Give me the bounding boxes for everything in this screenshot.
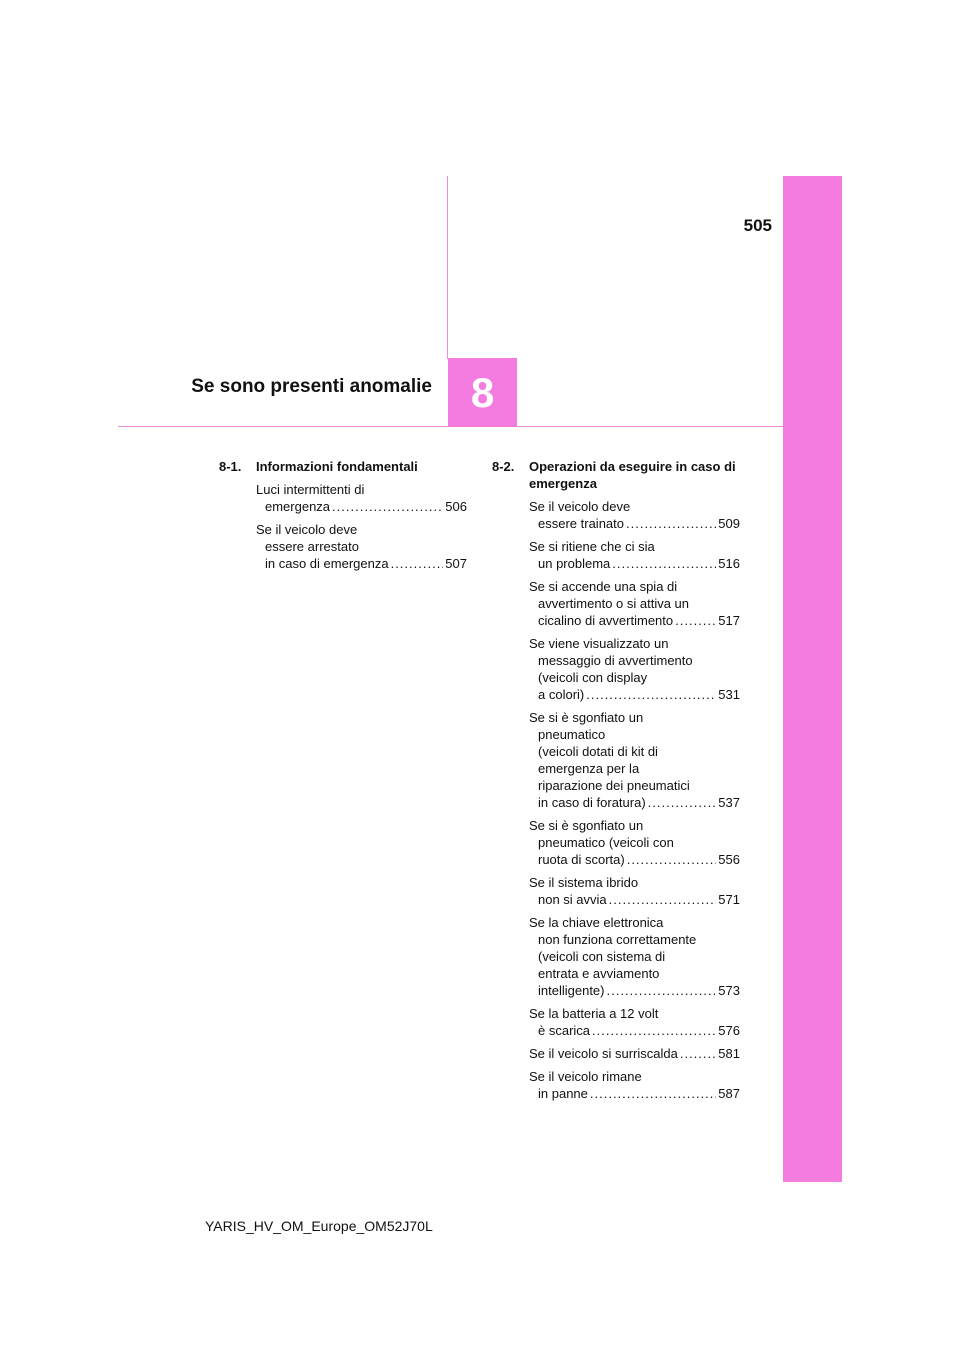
section-heading bbox=[219, 458, 467, 475]
toc-entry[interactable] bbox=[529, 498, 740, 532]
toc-entry-text: (veicoli dotati di kit di bbox=[538, 744, 658, 759]
section-number: 8-2. bbox=[492, 459, 515, 474]
toc-entry-text: Se viene visualizzato un bbox=[529, 636, 669, 651]
chapter-number-box bbox=[448, 358, 517, 427]
toc-entry-text: è scarica bbox=[538, 1023, 591, 1038]
toc-entry-text: avvertimento o si attiva un bbox=[538, 596, 690, 611]
toc-page-number[interactable]: 587 bbox=[718, 1086, 740, 1101]
toc-entry-text: ruota di scorta) bbox=[538, 852, 625, 867]
chapter-title: Se sono presenti anomalie bbox=[191, 376, 432, 397]
toc-page-number[interactable]: 576 bbox=[718, 1023, 740, 1038]
toc-entry-text: cicalino di avvertimento bbox=[538, 613, 674, 628]
document-footer: YARIS_HV_OM_Europe_OM52J70L bbox=[205, 1218, 433, 1234]
toc-entry-text: Luci intermittenti di bbox=[256, 482, 365, 497]
toc-entry[interactable] bbox=[529, 538, 740, 572]
toc-section-8-1 bbox=[219, 458, 467, 578]
toc-entry-text: essere trainato bbox=[538, 516, 624, 531]
toc-entry-text: (veicoli con display bbox=[538, 670, 648, 685]
toc-entry[interactable] bbox=[529, 1005, 740, 1039]
toc-entry-text: Se il veicolo deve bbox=[256, 522, 358, 537]
toc-entry-text: pneumatico bbox=[538, 727, 606, 742]
section-title: Informazioni fondamentali bbox=[256, 459, 418, 474]
toc-entry-text: non si avvia bbox=[538, 892, 607, 907]
toc-entry-text: Se il sistema ibrido bbox=[529, 875, 639, 890]
section-heading bbox=[492, 458, 740, 492]
leader-dots bbox=[332, 498, 443, 515]
toc-entry-text: emergenza per la bbox=[538, 761, 640, 776]
toc-entry-text: intelligente) bbox=[538, 983, 605, 998]
toc-entry-text: in caso di foratura) bbox=[538, 795, 646, 810]
toc-entry[interactable] bbox=[529, 1045, 740, 1062]
toc-entry[interactable] bbox=[529, 914, 740, 999]
leader-dots bbox=[592, 1022, 716, 1039]
leader-dots bbox=[590, 1085, 716, 1102]
toc-page-number[interactable]: 516 bbox=[718, 556, 740, 571]
toc-entry-text: non funziona correttamente bbox=[538, 932, 697, 947]
toc-entry-text: pneumatico (veicoli con bbox=[538, 835, 674, 850]
toc-entry[interactable] bbox=[529, 1068, 740, 1102]
toc-page-number[interactable]: 571 bbox=[718, 892, 740, 907]
toc-entry-text: Se il veicolo rimane bbox=[529, 1069, 642, 1084]
toc-entry-text: Se si accende una spia di bbox=[529, 579, 678, 594]
toc-entry[interactable] bbox=[529, 874, 740, 908]
leader-dots bbox=[626, 515, 716, 532]
toc-page-number[interactable]: 581 bbox=[718, 1046, 740, 1061]
toc-entry[interactable] bbox=[256, 521, 467, 572]
toc-entry-text: Se il veicolo si surriscalda bbox=[529, 1046, 678, 1061]
toc-page-number[interactable]: 556 bbox=[718, 852, 740, 867]
toc-page-number[interactable]: 531 bbox=[718, 687, 740, 702]
toc-entry-text: Se si è sgonfiato un bbox=[529, 818, 644, 833]
toc-entry-text: messaggio di avvertimento bbox=[538, 653, 693, 668]
toc-entry[interactable] bbox=[529, 578, 740, 629]
section-title: Operazioni da eseguire in caso di emergenza bbox=[529, 459, 736, 491]
toc-page-number[interactable]: 509 bbox=[718, 516, 740, 531]
toc-entry-text: Se si è sgonfiato un bbox=[529, 710, 644, 725]
toc-page-number[interactable]: 573 bbox=[718, 983, 740, 998]
leader-dots bbox=[586, 686, 716, 703]
toc-entry-text: a colori) bbox=[538, 687, 585, 702]
chapter-tab-strip bbox=[783, 176, 842, 1182]
toc-page-number[interactable]: 507 bbox=[445, 556, 467, 571]
toc-entry-text: in caso di emergenza bbox=[265, 556, 389, 571]
toc-entry-text: un problema bbox=[538, 556, 611, 571]
toc-entry-text: emergenza bbox=[265, 499, 331, 514]
leader-dots bbox=[612, 555, 716, 572]
leader-dots bbox=[391, 555, 444, 572]
toc-entry[interactable] bbox=[529, 817, 740, 868]
toc-entry-text: entrata e avviamento bbox=[538, 966, 660, 981]
toc-entry-text: in panne bbox=[538, 1086, 588, 1101]
toc-entry-text: Se il veicolo deve bbox=[529, 499, 631, 514]
toc-entry-text: Se la batteria a 12 volt bbox=[529, 1006, 659, 1021]
toc-section-8-2 bbox=[492, 458, 740, 1108]
leader-dots bbox=[607, 982, 717, 999]
section-number: 8-1. bbox=[219, 459, 242, 474]
toc-entry-text: riparazione dei pneumatici bbox=[538, 778, 690, 793]
page-number: 505 bbox=[743, 216, 772, 235]
toc-page-number[interactable]: 517 bbox=[718, 613, 740, 628]
toc-entry-text: Se si ritiene che ci sia bbox=[529, 539, 655, 554]
toc-entry-text: essere arrestato bbox=[265, 539, 359, 554]
vertical-divider bbox=[447, 176, 448, 359]
leader-dots bbox=[675, 612, 716, 629]
toc-entry-text: Se la chiave elettronica bbox=[529, 915, 664, 930]
toc-entry[interactable] bbox=[529, 709, 740, 811]
leader-dots bbox=[680, 1045, 716, 1062]
leader-dots bbox=[609, 891, 717, 908]
toc-entry[interactable] bbox=[256, 481, 467, 515]
leader-dots bbox=[627, 851, 717, 868]
chapter-number: 8 bbox=[470, 368, 495, 416]
toc-page-number[interactable]: 506 bbox=[445, 499, 467, 514]
toc-entry-text: (veicoli con sistema di bbox=[538, 949, 666, 964]
toc-entry[interactable] bbox=[529, 635, 740, 703]
toc-page-number[interactable]: 537 bbox=[718, 795, 740, 810]
leader-dots bbox=[648, 794, 717, 811]
